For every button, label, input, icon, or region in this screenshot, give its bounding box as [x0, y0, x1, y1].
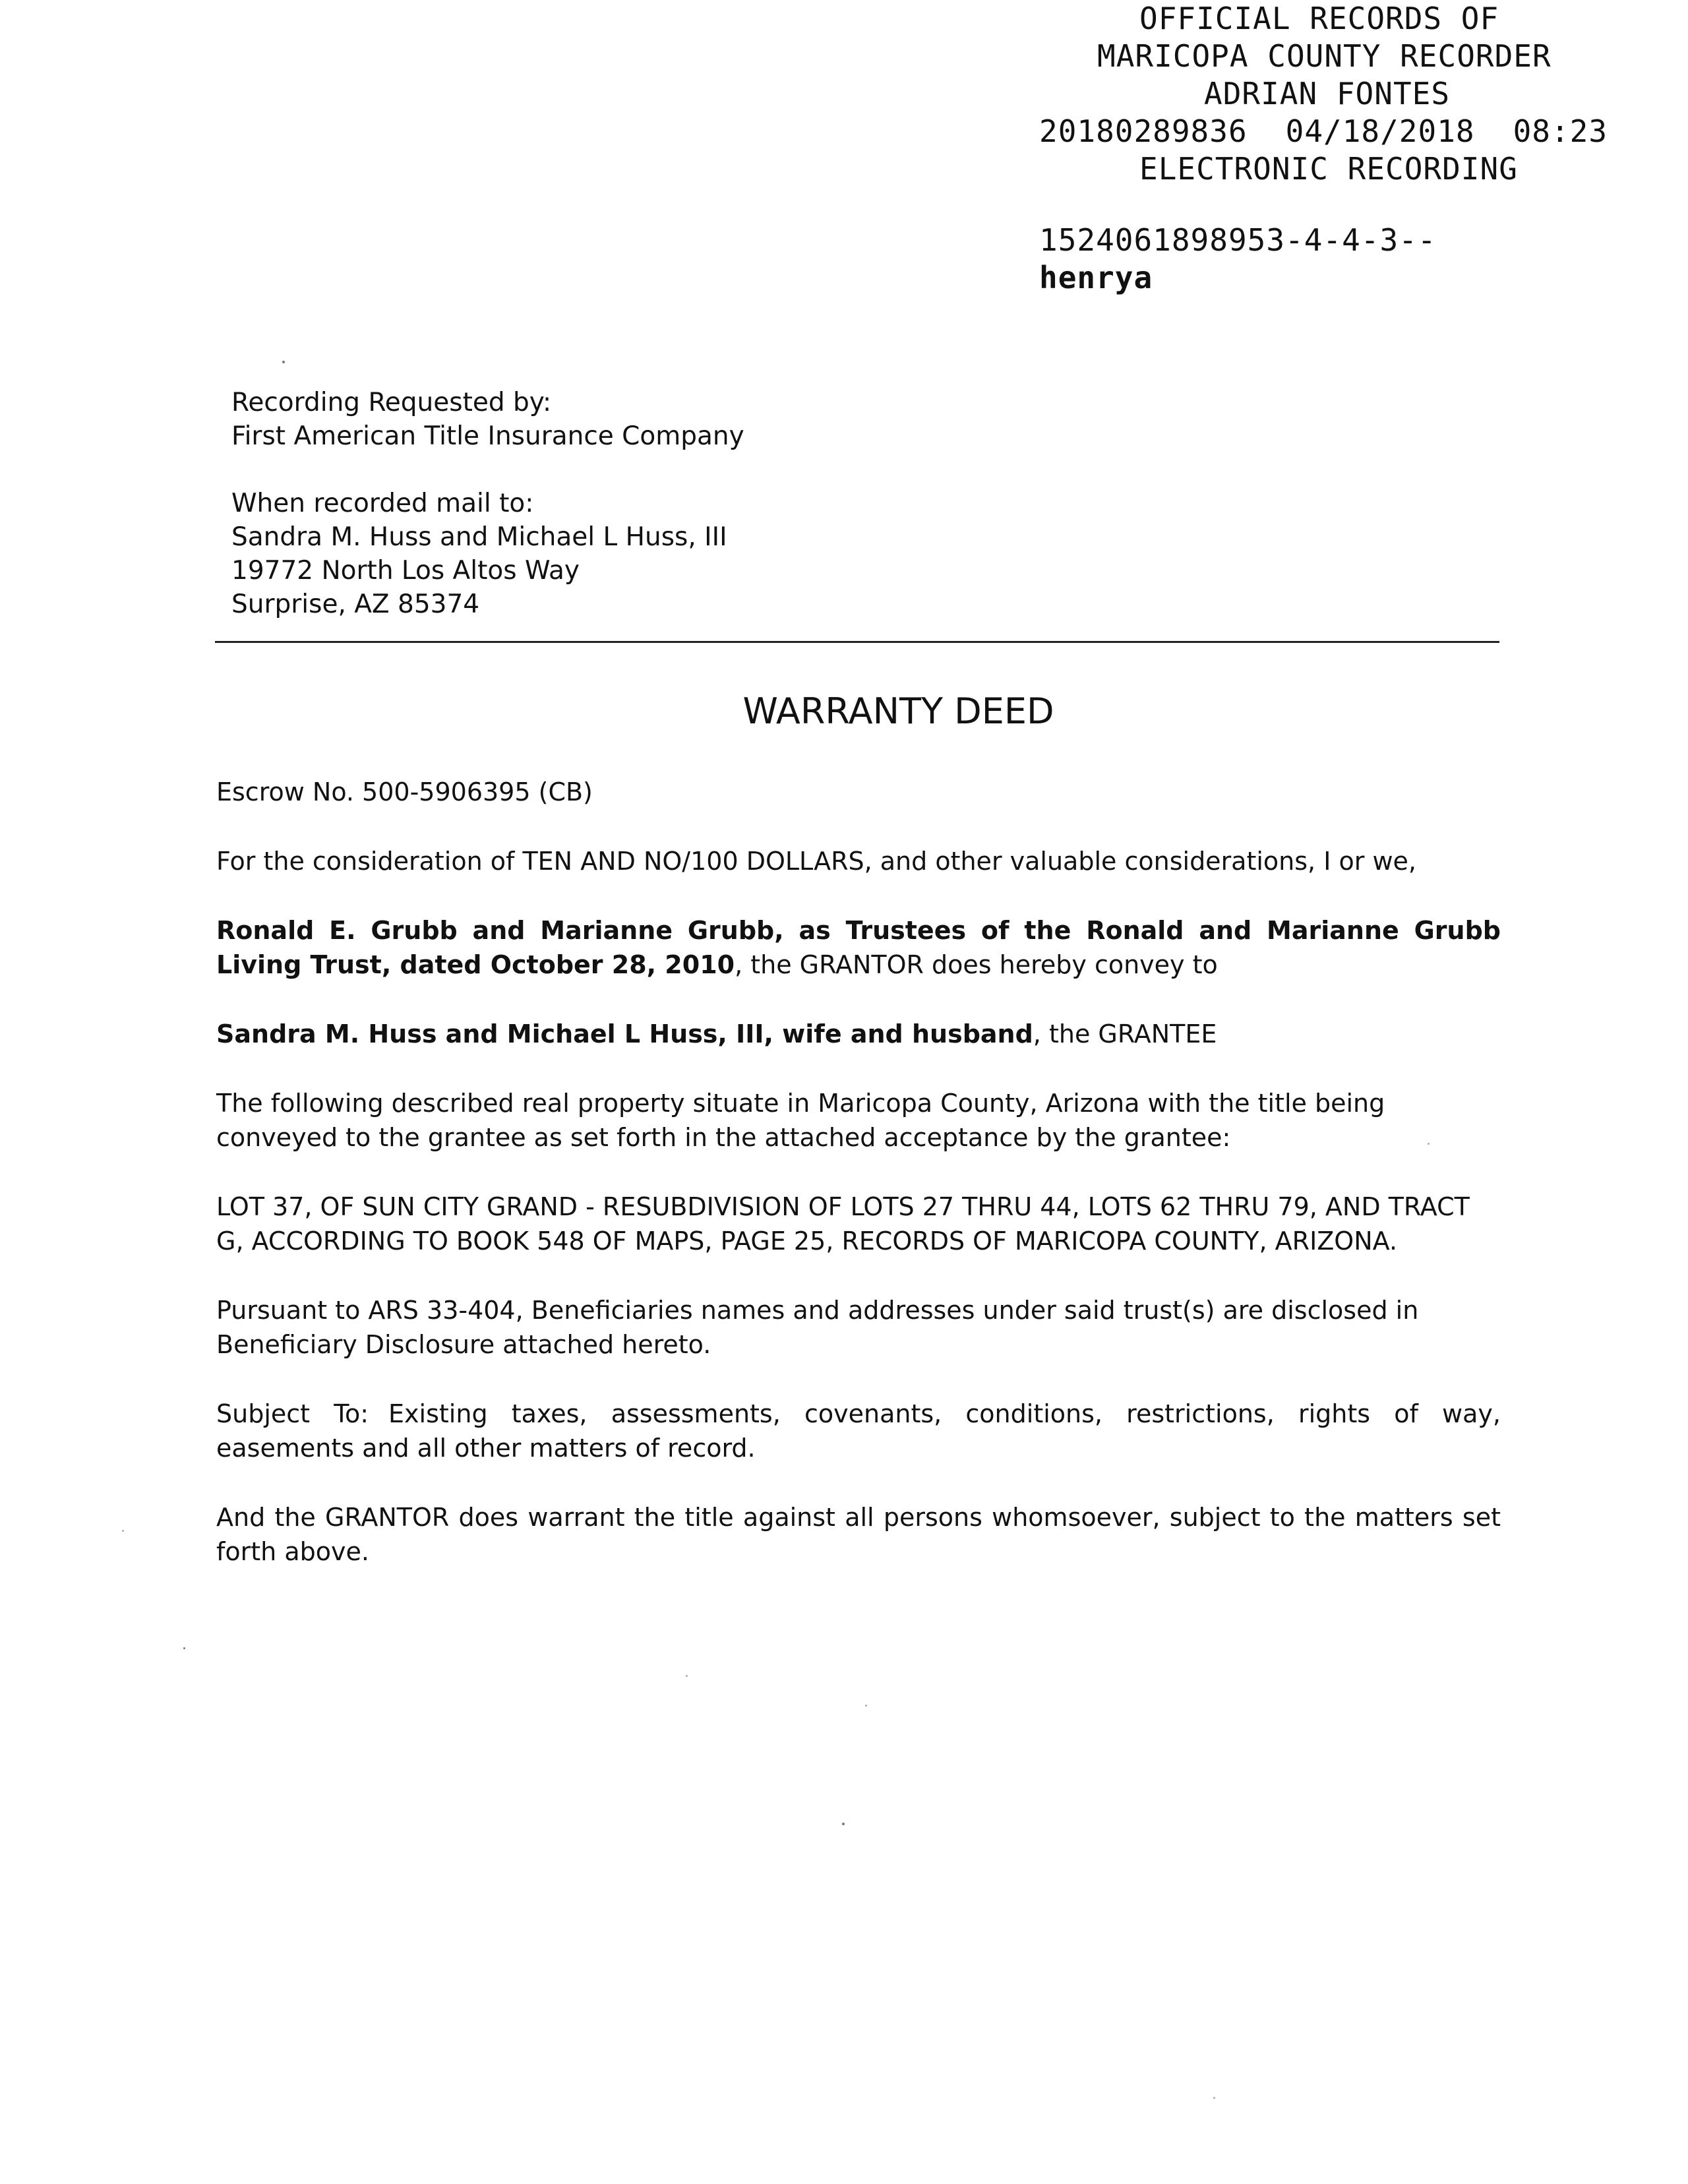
grantor-clause [216, 913, 1501, 982]
escrow-number: Escrow No. 500-5906395 (CB) [216, 777, 593, 806]
warranty-clause: And the GRANTOR does warrant the title against all persons whomsoever, subject to the matters set forth above. [216, 1503, 1501, 1566]
mail-to-name: Sandra M. Huss and Michael L Huss, III [231, 522, 727, 552]
header-divider [215, 641, 1499, 643]
consideration-clause: For the consideration of TEN AND NO/100 DOLLARS, and other valuable considerations, I or we, [216, 847, 1416, 876]
scan-speck [282, 361, 285, 363]
scan-speck [865, 1705, 867, 1707]
grantee-clause [216, 1017, 1501, 1051]
grantor-names: Ronald E. Grubb and Marianne Grubb, as Trustees of the Ronald and Marianne Grubb Living Trust, dated October 28, 2010 [216, 916, 1501, 979]
recording-number: 20180289836 [1039, 113, 1248, 149]
document-reference: 1524061898953-4-4-3-- [1039, 222, 1437, 258]
property-intro: The following described real property situate in Maricopa County, Arizona with the title being conveyed to the grantee as set forth in the attached acceptance by the grantee: [216, 1089, 1385, 1152]
recording-info [231, 386, 1155, 621]
document-title: WARRANTY DEED [742, 690, 1054, 732]
scan-speck [122, 1530, 124, 1532]
subject-to-label: Subject To: [216, 1399, 369, 1428]
stamp-line-recorder-name: ADRIAN FONTES [1204, 76, 1451, 111]
subject-to-clause [216, 1397, 1501, 1465]
grantee-clause-rest: , the GRANTEE [1033, 1019, 1217, 1048]
stamp-line-recording-details [1029, 113, 1675, 150]
mail-to-street: 19772 North Los Altos Way [231, 556, 580, 586]
legal-description: LOT 37, OF SUN CITY GRAND - RESUBDIVISION OF LOTS 27 THRU 44, LOTS 62 THRU 79, AND TRACT G, ACCORDING TO BOOK 548 OF MAPS, PAGE 25, RECORDS OF MARICOPA COUNTY, ARIZONA. [216, 1192, 1470, 1256]
requested-by-company: First American Title Insurance Company [231, 421, 744, 451]
recording-date: 04/18/2018 [1285, 113, 1475, 149]
scan-speck [1213, 2097, 1215, 2099]
recorder-user-id: henrya [1039, 260, 1153, 295]
stamp-line-official-records: OFFICIAL RECORDS OF [1139, 1, 1499, 36]
document-reference-block [1029, 222, 1675, 297]
scan-speck [842, 1823, 845, 1825]
scan-speck [183, 1647, 185, 1649]
recording-time: 08:23 [1513, 113, 1608, 149]
requested-by-label: Recording Requested by: [231, 388, 552, 417]
scan-speck [686, 1675, 688, 1677]
beneficiary-disclosure: Pursuant to ARS 33-404, Beneficiaries names and addresses under said trust(s) are disclosed in Beneficiary Disclosure attached hereto. [216, 1296, 1419, 1359]
mail-to-label: When recorded mail to: [231, 489, 534, 518]
mail-to-city: Surprise, AZ 85374 [231, 590, 480, 619]
deed-body [216, 775, 1501, 1604]
subject-to-text: Existing taxes, assessments, covenants, conditions, restrictions, rights of way, easements and all other matters of record. [216, 1399, 1501, 1463]
stamp-line-county-recorder: MARICOPA COUNTY RECORDER [1097, 38, 1552, 74]
grantee-names: Sandra M. Huss and Michael L Huss, III, wife and husband [216, 1019, 1033, 1048]
stamp-line-recording-type: ELECTRONIC RECORDING [1139, 151, 1518, 187]
scan-speck [1428, 1143, 1430, 1145]
grantor-clause-rest: , the GRANTOR does hereby convey to [735, 950, 1218, 979]
recorder-stamp [1029, 0, 1675, 297]
